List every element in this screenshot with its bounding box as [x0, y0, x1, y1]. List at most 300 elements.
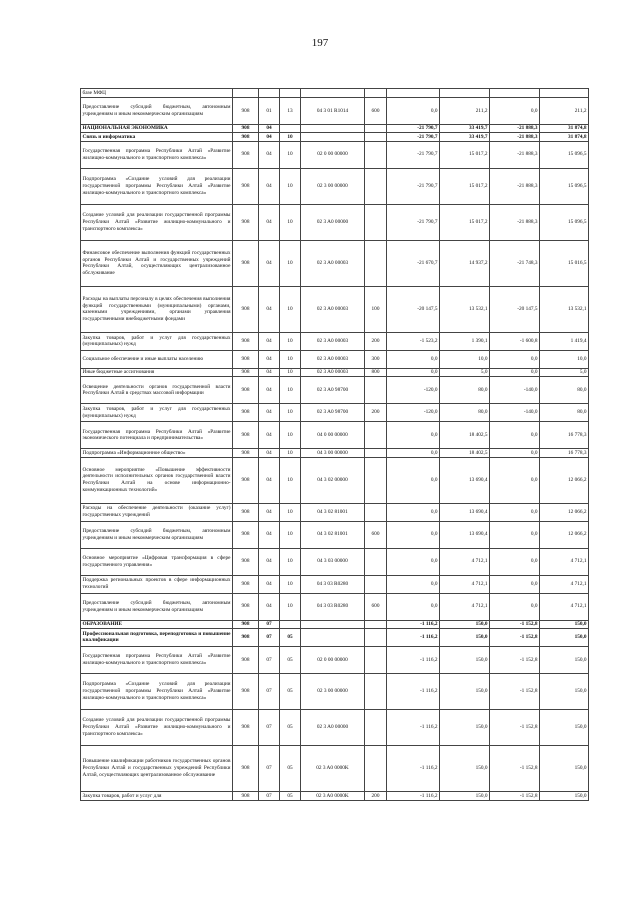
- amount-total-2: 31 874,8: [540, 125, 589, 133]
- expense-type-code: [365, 673, 387, 709]
- subsection-code: 10: [280, 457, 301, 503]
- row-name: Иные бюджетные ассигнования: [81, 368, 233, 376]
- subsection-code: 10: [280, 350, 301, 368]
- amount-change-1: 0,0: [387, 368, 440, 376]
- expense-type-code: [365, 620, 387, 628]
- expense-type-code: 600: [365, 98, 387, 125]
- amount-total-2: 12 066,2: [540, 457, 589, 503]
- table-row: [81, 449, 589, 457]
- department-code: 908: [233, 240, 259, 286]
- amount-change-1: 0,0: [387, 98, 440, 125]
- table-row: [81, 204, 589, 240]
- amount-change-1: 0,0: [387, 503, 440, 521]
- amount-total-1: 150,0: [440, 673, 490, 709]
- section-code: 04: [259, 457, 280, 503]
- row-name: Подпрограмма «Создание условий для реализации государственной программы Республики Алтай «Развитие жилищно-коммунального и транспортного комплекса»: [81, 168, 233, 204]
- row-name: Поддержка региональных проектов в сфере информационных технологий: [81, 575, 233, 593]
- amount-total-2: 15 096,5: [540, 204, 589, 240]
- row-name: Расходы на обеспечение деятельности (оказание услуг) государственных учреждений: [81, 503, 233, 521]
- target-article-code: 02 3 A0 00003: [301, 368, 365, 376]
- target-article-code: 04 0 00 00000: [301, 422, 365, 449]
- amount-change-2: -21 888,3: [490, 125, 540, 133]
- target-article-code: [301, 89, 365, 98]
- amount-change-2: 0,0: [490, 503, 540, 521]
- amount-total-1: 13 532,1: [440, 286, 490, 332]
- amount-change-1: 0,0: [387, 521, 440, 548]
- department-code: 908: [233, 646, 259, 673]
- amount-change-1: -1 116,2: [387, 709, 440, 745]
- amount-change-2: 0,0: [490, 350, 540, 368]
- amount-total-2: 4 712,1: [540, 593, 589, 620]
- target-article-code: 02 3 A0 00003: [301, 286, 365, 332]
- amount-total-2: [540, 89, 589, 98]
- subsection-code: 10: [280, 503, 301, 521]
- table-row: [81, 404, 589, 422]
- amount-change-2: -1 152,8: [490, 620, 540, 628]
- row-name: Повышение квалификации работников государственных органов Республики Алтай и государственных учреждений Республики Алтай, осуществляющих централизованное обслуживание: [81, 745, 233, 791]
- table-row: [81, 575, 589, 593]
- department-code: [233, 89, 259, 98]
- amount-change-2: -140,0: [490, 404, 540, 422]
- row-name: Закупка товаров, работ и услуг для: [81, 791, 233, 800]
- amount-change-2: -1 152,8: [490, 791, 540, 800]
- amount-change-1: -1 523,2: [387, 332, 440, 350]
- amount-change-1: -1 116,2: [387, 673, 440, 709]
- department-code: 908: [233, 404, 259, 422]
- target-article-code: 04 3 03 R0280: [301, 593, 365, 620]
- section-code: 01: [259, 98, 280, 125]
- amount-change-1: 0,0: [387, 457, 440, 503]
- section-code: 04: [259, 204, 280, 240]
- department-code: 908: [233, 350, 259, 368]
- expense-type-code: 300: [365, 350, 387, 368]
- row-name: Финансовое обеспечение выполнения функций государственных органов Республики Алтай и государственных учреждений Республики Алтай, осуществляющих централизованное обслуживание: [81, 240, 233, 286]
- target-article-code: 02 3 A0 00000: [301, 709, 365, 745]
- amount-change-2: 0,0: [490, 449, 540, 457]
- table-row: [81, 457, 589, 503]
- section-code: 04: [259, 141, 280, 168]
- expense-type-code: [365, 141, 387, 168]
- subsection-code: 05: [280, 745, 301, 791]
- table-row: [81, 521, 589, 548]
- amount-change-1: -21 790,7: [387, 204, 440, 240]
- row-name: Подпрограмма «Информационное общество»: [81, 449, 233, 457]
- department-code: 908: [233, 457, 259, 503]
- amount-total-2: 15 016,5: [540, 240, 589, 286]
- amount-change-2: -21 888,3: [490, 133, 540, 141]
- amount-total-2: 5,0: [540, 368, 589, 376]
- department-code: 908: [233, 125, 259, 133]
- amount-change-2: 0,0: [490, 368, 540, 376]
- amount-total-2: 80,0: [540, 404, 589, 422]
- amount-change-2: 0,0: [490, 98, 540, 125]
- target-article-code: 04 3 02 81001: [301, 521, 365, 548]
- department-code: 908: [233, 332, 259, 350]
- target-article-code: 02 3 00 00000: [301, 673, 365, 709]
- amount-total-1: 33 419,7: [440, 125, 490, 133]
- section-code: 07: [259, 646, 280, 673]
- target-article-code: [301, 125, 365, 133]
- target-article-code: 02 3 A0 00003: [301, 332, 365, 350]
- row-name: базе МФЦ: [81, 89, 233, 98]
- expense-type-code: [365, 89, 387, 98]
- amount-change-2: -1 152,8: [490, 628, 540, 646]
- section-code: 04: [259, 286, 280, 332]
- amount-total-2: 150,0: [540, 620, 589, 628]
- subsection-code: 05: [280, 673, 301, 709]
- table-row: [81, 168, 589, 204]
- department-code: 908: [233, 593, 259, 620]
- section-code: 04: [259, 350, 280, 368]
- subsection-code: 10: [280, 332, 301, 350]
- row-name: Основное мероприятие «Цифровая трансформация в сфере государственного управления»: [81, 548, 233, 575]
- expense-type-code: [365, 646, 387, 673]
- amount-change-2: -21 748,3: [490, 240, 540, 286]
- amount-change-1: 0,0: [387, 422, 440, 449]
- table-row: [81, 791, 589, 800]
- department-code: 908: [233, 575, 259, 593]
- target-article-code: 02 3 A0 98700: [301, 377, 365, 404]
- amount-change-1: -1 116,2: [387, 628, 440, 646]
- subsection-code: 10: [280, 286, 301, 332]
- section-code: 07: [259, 745, 280, 791]
- amount-total-1: 150,0: [440, 745, 490, 791]
- table-row: [81, 548, 589, 575]
- amount-change-1: -1 116,2: [387, 646, 440, 673]
- amount-change-2: -21 888,3: [490, 168, 540, 204]
- subsection-code: 10: [280, 377, 301, 404]
- amount-total-2: 4 712,1: [540, 548, 589, 575]
- section-code: 04: [259, 240, 280, 286]
- department-code: 908: [233, 503, 259, 521]
- table-row: [81, 620, 589, 628]
- department-code: 908: [233, 673, 259, 709]
- amount-total-1: 18 402,5: [440, 449, 490, 457]
- department-code: 908: [233, 98, 259, 125]
- department-code: 908: [233, 286, 259, 332]
- expense-type-code: 200: [365, 791, 387, 800]
- expense-type-code: [365, 240, 387, 286]
- table-row: [81, 709, 589, 745]
- section-code: 04: [259, 168, 280, 204]
- section-code: 04: [259, 593, 280, 620]
- amount-total-1: 13 690,4: [440, 457, 490, 503]
- row-name: Подпрограмма «Создание условий для реализации государственной программы Республики Алтай «Развитие жилищно-коммунального и транспортного комплекса»: [81, 673, 233, 709]
- section-code: 04: [259, 548, 280, 575]
- table-row: [81, 503, 589, 521]
- table-row: [81, 141, 589, 168]
- table-row: [81, 593, 589, 620]
- amount-total-1: 13 690,4: [440, 521, 490, 548]
- section-code: 04: [259, 133, 280, 141]
- expense-type-code: 600: [365, 593, 387, 620]
- section-code: 07: [259, 791, 280, 800]
- amount-total-2: 31 874,8: [540, 133, 589, 141]
- subsection-code: [280, 89, 301, 98]
- expense-type-code: [365, 457, 387, 503]
- amount-total-1: 4 712,1: [440, 593, 490, 620]
- target-article-code: 02 3 A0 00003: [301, 350, 365, 368]
- subsection-code: 10: [280, 168, 301, 204]
- amount-total-1: 150,0: [440, 628, 490, 646]
- department-code: 908: [233, 377, 259, 404]
- amount-total-1: 15 017,2: [440, 204, 490, 240]
- table-row: [81, 89, 589, 98]
- subsection-code: 05: [280, 628, 301, 646]
- expense-type-code: 600: [365, 521, 387, 548]
- row-name: Создание условий для реализации государственной программы Республики Алтай «Развитие жилищно-коммунального и транспортного комплекса»: [81, 709, 233, 745]
- amount-total-1: 10,0: [440, 350, 490, 368]
- subsection-code: 10: [280, 449, 301, 457]
- subsection-code: 10: [280, 548, 301, 575]
- amount-total-1: 13 690,4: [440, 503, 490, 521]
- row-name: Профессиональная подготовка, переподготовка и повышение квалификации: [81, 628, 233, 646]
- amount-total-1: 5,0: [440, 368, 490, 376]
- amount-total-2: 150,0: [540, 628, 589, 646]
- subsection-code: 05: [280, 709, 301, 745]
- department-code: 908: [233, 628, 259, 646]
- table-row: [81, 125, 589, 133]
- department-code: 908: [233, 168, 259, 204]
- amount-change-2: -1 600,8: [490, 332, 540, 350]
- section-code: 04: [259, 575, 280, 593]
- amount-change-1: 0,0: [387, 575, 440, 593]
- amount-total-2: 4 712,1: [540, 575, 589, 593]
- target-article-code: 04 3 03 R0280: [301, 575, 365, 593]
- amount-change-2: [490, 89, 540, 98]
- subsection-code: 10: [280, 575, 301, 593]
- table-row: [81, 286, 589, 332]
- target-article-code: 02 3 A0 0000K: [301, 745, 365, 791]
- row-name: Предоставление субсидий бюджетным, автономным учреждениям и иным некоммерческим организациям: [81, 521, 233, 548]
- row-name: Основное мероприятие «Повышение эффективности деятельности исполнительных органов государственной власти Республики Алтай на основе информационно-коммуникационных технологий»: [81, 457, 233, 503]
- expense-type-code: 200: [365, 404, 387, 422]
- target-article-code: 04 3 02 81001: [301, 503, 365, 521]
- table-row: [81, 646, 589, 673]
- target-article-code: 04 3 01 R1014: [301, 98, 365, 125]
- table-row: [81, 368, 589, 376]
- amount-change-1: 0,0: [387, 350, 440, 368]
- target-article-code: 02 3 A0 00000: [301, 204, 365, 240]
- amount-change-2: -20 147,5: [490, 286, 540, 332]
- amount-total-2: 12 066,2: [540, 521, 589, 548]
- subsection-code: 10: [280, 404, 301, 422]
- subsection-code: 10: [280, 521, 301, 548]
- expense-type-code: [365, 422, 387, 449]
- department-code: 908: [233, 422, 259, 449]
- row-name: Связь и информатика: [81, 133, 233, 141]
- subsection-code: 10: [280, 141, 301, 168]
- section-code: 04: [259, 449, 280, 457]
- department-code: 908: [233, 368, 259, 376]
- amount-total-1: 15 017,2: [440, 168, 490, 204]
- amount-change-1: -21 790,7: [387, 133, 440, 141]
- amount-change-1: [387, 89, 440, 98]
- department-code: 908: [233, 791, 259, 800]
- row-name: ОБРАЗОВАНИЕ: [81, 620, 233, 628]
- amount-total-2: 10,0: [540, 350, 589, 368]
- subsection-code: 10: [280, 368, 301, 376]
- target-article-code: 04 3 00 00000: [301, 449, 365, 457]
- target-article-code: 02 0 00 00000: [301, 141, 365, 168]
- table-row: [81, 745, 589, 791]
- subsection-code: 13: [280, 98, 301, 125]
- subsection-code: 05: [280, 646, 301, 673]
- table-row: [81, 350, 589, 368]
- target-article-code: 02 3 A0 0000K: [301, 791, 365, 800]
- row-name: Закупка товаров, работ и услуг для государственных (муниципальных) нужд: [81, 332, 233, 350]
- row-name: Государственная программа Республики Алтай «Развитие жилищно-коммунального и транспортного комплекса»: [81, 646, 233, 673]
- row-name: Предоставление субсидий бюджетным, автономным учреждениям и иным некоммерческим организациям: [81, 593, 233, 620]
- target-article-code: [301, 620, 365, 628]
- amount-change-1: -1 116,2: [387, 745, 440, 791]
- expense-type-code: 100: [365, 286, 387, 332]
- amount-total-2: 150,0: [540, 673, 589, 709]
- subsection-code: 10: [280, 133, 301, 141]
- amount-change-2: 0,0: [490, 593, 540, 620]
- target-article-code: [301, 628, 365, 646]
- budget-table: [80, 88, 589, 801]
- subsection-code: 05: [280, 791, 301, 800]
- target-article-code: 02 0 00 00000: [301, 646, 365, 673]
- target-article-code: [301, 133, 365, 141]
- department-code: 908: [233, 521, 259, 548]
- expense-type-code: [365, 168, 387, 204]
- amount-total-1: 80,0: [440, 404, 490, 422]
- amount-total-1: 150,0: [440, 620, 490, 628]
- amount-total-2: 150,0: [540, 745, 589, 791]
- expense-type-code: 200: [365, 332, 387, 350]
- amount-change-2: 0,0: [490, 521, 540, 548]
- amount-total-1: [440, 89, 490, 98]
- expense-type-code: [365, 449, 387, 457]
- expense-type-code: [365, 548, 387, 575]
- amount-change-2: -21 888,3: [490, 204, 540, 240]
- amount-change-2: -21 888,3: [490, 141, 540, 168]
- amount-change-1: 0,0: [387, 593, 440, 620]
- department-code: 908: [233, 620, 259, 628]
- amount-total-2: 16 778,3: [540, 422, 589, 449]
- subsection-code: 10: [280, 593, 301, 620]
- row-name: Создание условий для реализации государственной программы Республики Алтай «Развитие жилищно-коммунального и транспортного комплекса»: [81, 204, 233, 240]
- amount-total-2: 150,0: [540, 791, 589, 800]
- amount-total-2: 1 419,4: [540, 332, 589, 350]
- amount-change-1: -1 116,2: [387, 791, 440, 800]
- amount-change-2: 0,0: [490, 457, 540, 503]
- row-name: Освещение деятельности органов государственной власти Республики Алтай в средствах массовой информации: [81, 377, 233, 404]
- amount-total-2: 150,0: [540, 646, 589, 673]
- row-name: Предоставление субсидий бюджетным, автономным учреждениям и иным некоммерческим организациям: [81, 98, 233, 125]
- department-code: 908: [233, 709, 259, 745]
- section-code: 04: [259, 332, 280, 350]
- section-code: 04: [259, 404, 280, 422]
- section-code: 07: [259, 673, 280, 709]
- target-article-code: 02 3 A0 98700: [301, 404, 365, 422]
- table-row: [81, 377, 589, 404]
- amount-total-1: 4 712,1: [440, 575, 490, 593]
- amount-change-2: -1 152,8: [490, 745, 540, 791]
- amount-change-1: -120,0: [387, 404, 440, 422]
- department-code: 908: [233, 141, 259, 168]
- table-row: [81, 98, 589, 125]
- department-code: 908: [233, 449, 259, 457]
- department-code: 908: [233, 548, 259, 575]
- expense-type-code: [365, 709, 387, 745]
- row-name: Социальное обеспечение и иные выплаты населению: [81, 350, 233, 368]
- section-code: [259, 89, 280, 98]
- table-row: [81, 422, 589, 449]
- expense-type-code: [365, 377, 387, 404]
- section-code: 04: [259, 422, 280, 449]
- amount-total-1: 15 017,2: [440, 141, 490, 168]
- amount-change-1: 0,0: [387, 449, 440, 457]
- amount-change-2: -1 152,8: [490, 709, 540, 745]
- amount-change-2: 0,0: [490, 422, 540, 449]
- amount-change-1: -21 790,7: [387, 141, 440, 168]
- amount-total-2: 80,0: [540, 377, 589, 404]
- row-name: Государственная программа Республики Алтай «Развитие экономического потенциала и предпринимательства»: [81, 422, 233, 449]
- section-code: 04: [259, 125, 280, 133]
- amount-total-1: 80,0: [440, 377, 490, 404]
- amount-change-1: -20 147,5: [387, 286, 440, 332]
- amount-total-2: 15 096,5: [540, 141, 589, 168]
- subsection-code: [280, 620, 301, 628]
- expense-type-code: [365, 575, 387, 593]
- amount-total-1: 150,0: [440, 791, 490, 800]
- section-code: 04: [259, 503, 280, 521]
- target-article-code: 02 3 A0 00003: [301, 240, 365, 286]
- section-code: 07: [259, 628, 280, 646]
- row-name: Закупка товаров, работ и услуг для государственных (муниципальных) нужд: [81, 404, 233, 422]
- expense-type-code: [365, 745, 387, 791]
- row-name: НАЦИОНАЛЬНАЯ ЭКОНОМИКА: [81, 125, 233, 133]
- amount-total-1: 1 390,1: [440, 332, 490, 350]
- row-name: Расходы на выплаты персоналу в целях обеспечения выполнения функций государственными (муниципальными) органами, казенными учреждениями, органами управления государственными внебюджетными фондами: [81, 286, 233, 332]
- table-row: [81, 628, 589, 646]
- amount-change-1: -1 116,2: [387, 620, 440, 628]
- amount-total-1: 211,2: [440, 98, 490, 125]
- amount-change-1: -21 790,7: [387, 125, 440, 133]
- amount-total-1: 4 712,1: [440, 548, 490, 575]
- subsection-code: 10: [280, 240, 301, 286]
- amount-change-2: 0,0: [490, 548, 540, 575]
- page-number: 197: [311, 37, 329, 49]
- amount-change-1: 0,0: [387, 548, 440, 575]
- target-article-code: 02 3 00 00000: [301, 168, 365, 204]
- target-article-code: 04 3 02 00000: [301, 457, 365, 503]
- expense-type-code: [365, 628, 387, 646]
- section-code: 04: [259, 368, 280, 376]
- amount-total-1: 33 419,7: [440, 133, 490, 141]
- table-row: [81, 240, 589, 286]
- amount-total-2: 211,2: [540, 98, 589, 125]
- amount-total-2: 15 096,5: [540, 168, 589, 204]
- amount-change-2: -140,0: [490, 377, 540, 404]
- section-code: 07: [259, 620, 280, 628]
- amount-change-1: -21 670,7: [387, 240, 440, 286]
- amount-change-1: -120,0: [387, 377, 440, 404]
- section-code: 04: [259, 377, 280, 404]
- department-code: 908: [233, 204, 259, 240]
- amount-total-1: 150,0: [440, 709, 490, 745]
- table-row: [81, 673, 589, 709]
- amount-total-2: 150,0: [540, 709, 589, 745]
- table-row: [81, 332, 589, 350]
- expense-type-code: [365, 133, 387, 141]
- row-name: Государственная программа Республики Алтай «Развитие жилищно-коммунального и транспортного комплекса»: [81, 141, 233, 168]
- expense-type-code: [365, 204, 387, 240]
- amount-total-2: 12 066,2: [540, 503, 589, 521]
